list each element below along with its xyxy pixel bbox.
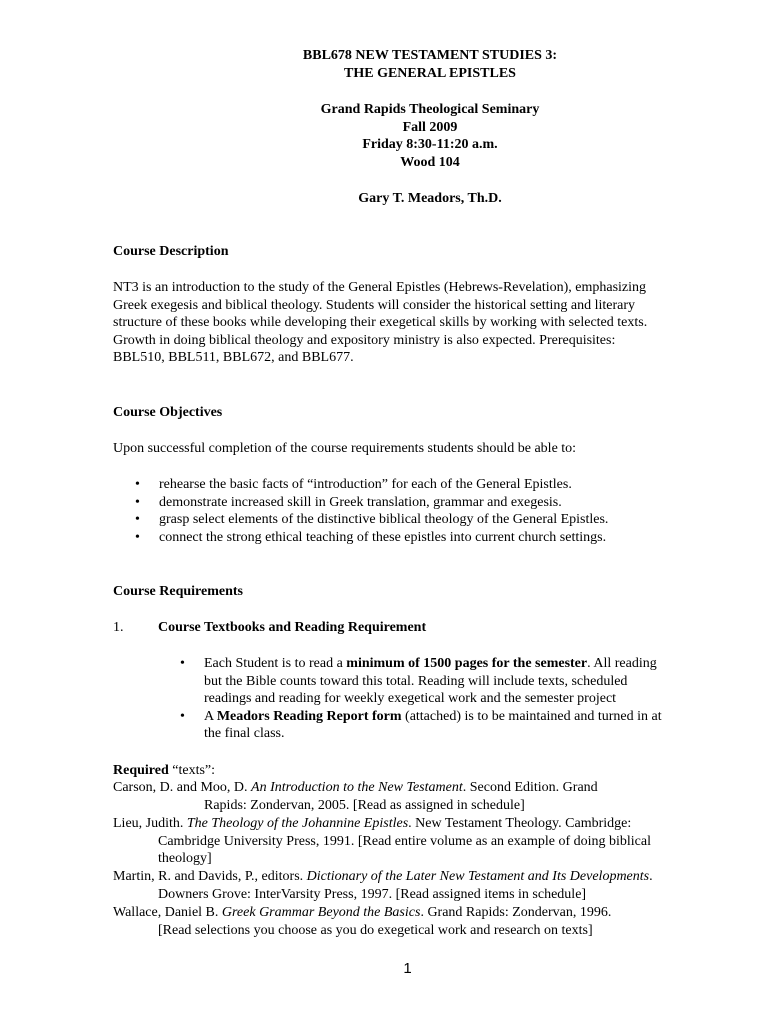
description-line: NT3 is an introduction to the study of the General Epistles (Hebrews-Revelation), emphasizing xyxy=(113,280,647,295)
required-texts-label: Required “texts”: xyxy=(113,763,216,778)
bullet-icon: • xyxy=(135,494,140,510)
course-title-line2: THE GENERAL EPISTLES xyxy=(344,66,516,81)
description-paragraph xyxy=(113,279,703,367)
list-item: • demonstrate increased skill in Greek translation, grammar and exegesis. xyxy=(135,494,562,510)
requirement-title: Course Textbooks and Reading Requirement xyxy=(158,620,427,635)
classroom: Wood 104 xyxy=(400,155,460,170)
book-title: The Theology of the Johannine Epistles xyxy=(186,816,409,831)
bullet-icon: • xyxy=(180,708,185,724)
bibliography-entry: Martin, R. and Davids, P., editors. Dictionary of the Later New Testament and Its Developments. Downers Grove: InterVarsity Press, 1997. [Read assigned items in schedule] xyxy=(113,869,653,902)
requirements-heading: Course Requirements xyxy=(113,584,244,599)
bullet-icon: • xyxy=(180,656,185,671)
book-title: An Introduction to the New Testament xyxy=(251,780,463,795)
list-item: • rehearse the basic facts of “introduction” for each of the General Epistles. xyxy=(135,477,572,492)
page-number: 1 xyxy=(403,960,412,977)
description-heading: Course Description xyxy=(113,244,229,259)
book-title: Dictionary of the Later New Testament and Its Developments xyxy=(306,869,650,884)
list-item: • A Meadors Reading Report form (attached) is to be maintained and turned in at the final class. xyxy=(180,708,662,742)
institution-name: Grand Rapids Theological Seminary xyxy=(320,102,540,117)
list-item: • connect the strong ethical teaching of these epistles into current church settings. xyxy=(135,529,607,545)
list-item: • Each Student is to read a minimum of 1500 pages for the semester. All reading but the Bible counts toward this total. Reading will include texts, scheduled readings and reading for weekly exegetical work and the semester project xyxy=(180,656,657,707)
term: Fall 2009 xyxy=(402,120,458,135)
bibliography-entry: Carson, D. and Moo, D. An Introduction to the New Testament. Second Edition. Grand Rapids: Zondervan, 2005. [Read as assigned in schedule] xyxy=(113,780,598,813)
book-title: Greek Grammar Beyond the Basics xyxy=(221,905,421,920)
objectives-intro: Upon successful completion of the course requirements students should be able to: xyxy=(113,441,577,456)
objectives-heading: Course Objectives xyxy=(113,405,223,420)
list-item: • grasp select elements of the distinctive biblical theology of the General Epistles. xyxy=(135,512,609,528)
course-title-line1: BBL678 NEW TESTAMENT STUDIES 3: xyxy=(302,48,558,63)
class-time: Friday 8:30-11:20 a.m. xyxy=(362,137,498,152)
description-line: Growth in doing biblical theology and expository ministry is also expected. Prerequisites: xyxy=(113,332,616,348)
reading-report-form: Meadors Reading Report form xyxy=(216,708,402,724)
bibliography-entry: Wallace, Daniel B. Greek Grammar Beyond the Basics. Grand Rapids: Zondervan, 1996. [Read selections you choose as you do exegetical work and research on texts] xyxy=(113,905,612,938)
bullet-icon: • xyxy=(135,529,140,545)
bullet-icon: • xyxy=(135,512,140,528)
description-line: BBL510, BBL511, BBL672, and BBL677. xyxy=(113,350,354,366)
bullet-icon: • xyxy=(135,477,140,492)
instructor-name: Gary T. Meadors, Th.D. xyxy=(358,191,502,206)
objectives-list xyxy=(135,476,608,546)
reading-minimum: minimum of 1500 pages for the semester xyxy=(346,656,588,671)
description-line: Greek exegesis and biblical theology. Students will consider the historical setting and literary xyxy=(113,297,636,313)
requirement-number: 1. xyxy=(113,620,124,635)
description-line: structure of these books while developing their exegetical skills by working with selected texts. xyxy=(113,315,648,331)
bibliography-entry: Lieu, Judith. The Theology of the Johannine Epistles. New Testament Theology. Cambridge: Cambridge University Press, 1991. [Read entire volume as an example of doing biblical theology] xyxy=(113,816,651,867)
reading-requirements-list xyxy=(180,655,710,743)
